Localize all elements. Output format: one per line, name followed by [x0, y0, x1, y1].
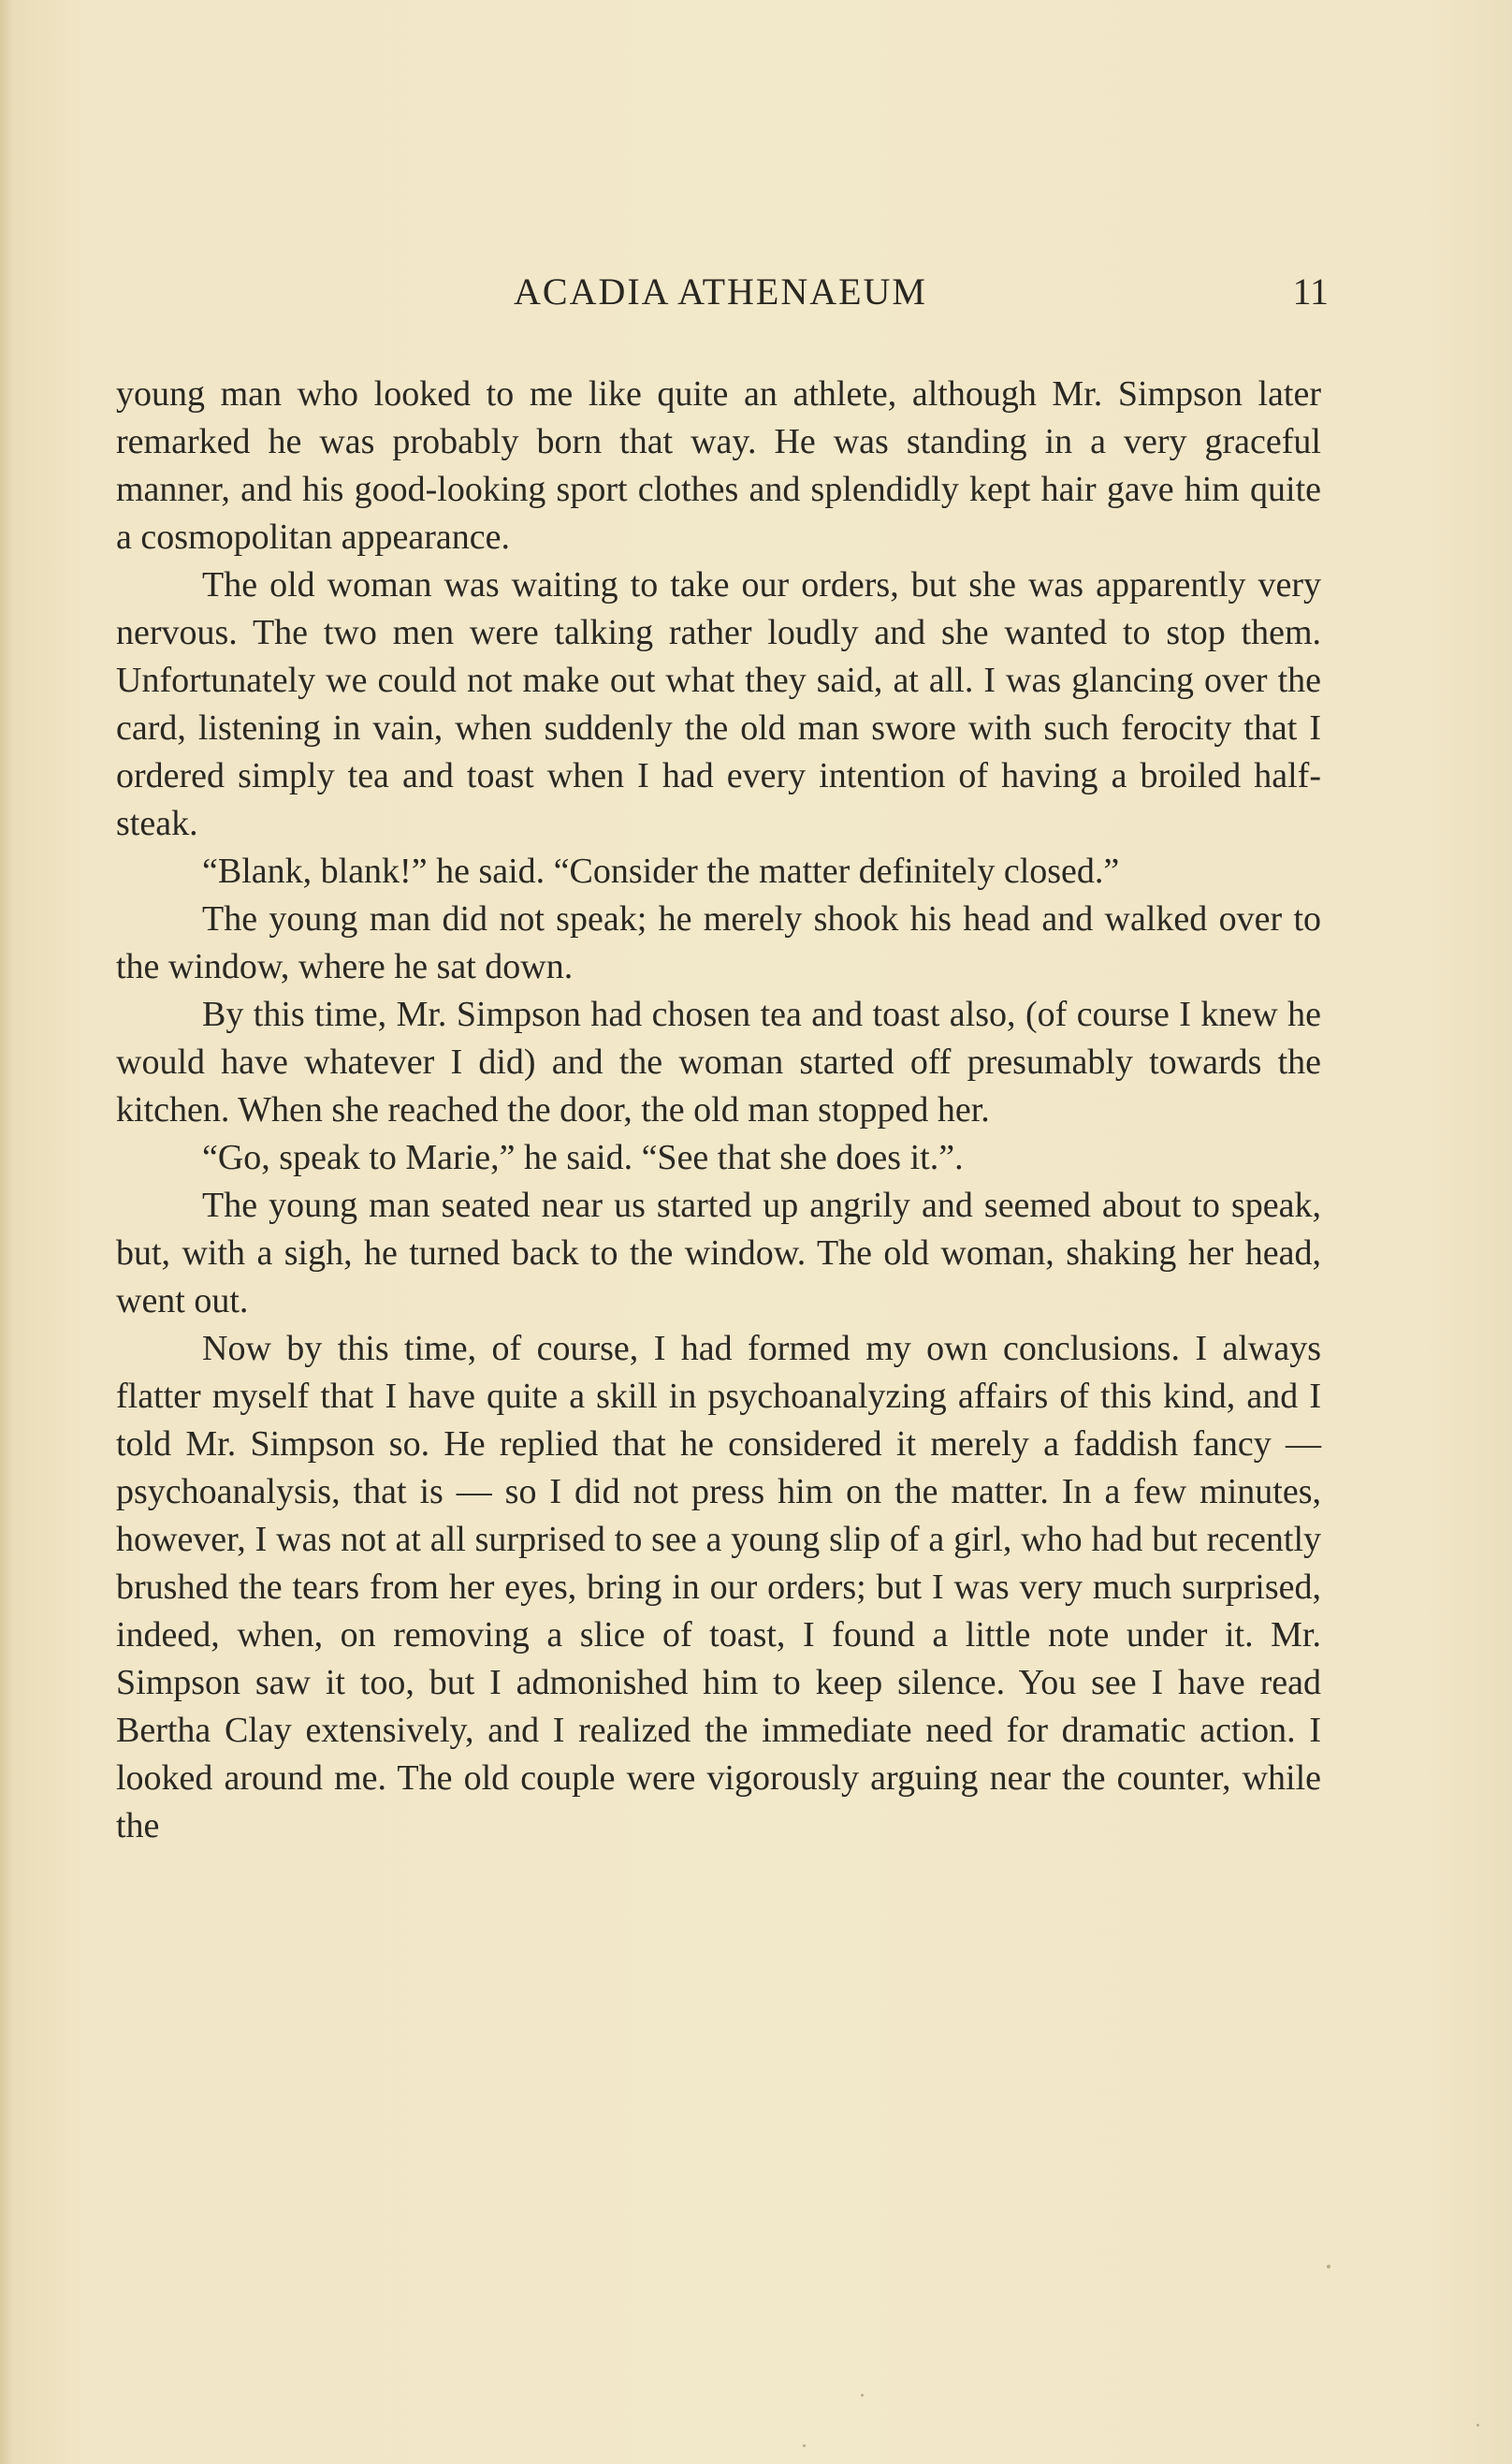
page-edge-shadow [0, 0, 13, 2464]
paper-speck [861, 2394, 864, 2397]
paragraph: By this time, Mr. Simpson had chosen tea and toast also, (of course I knew he would have whatever I did) and the woman started off presumably towards the kitchen. When she reached the door, the old man stopped her. [116, 995, 1321, 1130]
paragraph: The young man seated near us started up angrily and seemed about to speak, but, with a sigh, he turned back to the window. The old woman, shaking her head, went out. [116, 1186, 1321, 1320]
paper-speck [1327, 2265, 1330, 2268]
paragraph: “Go, speak to Marie,” he said. “See that she does it.”. [202, 1138, 964, 1177]
paragraph: “Blank, blank!” he said. “Consider the matter definitely closed.” [202, 852, 1120, 891]
paragraph: young man who looked to me like quite an athlete, although Mr. Simpson later remarked he was probably born that way. He was standing in a very graceful manner, and his good-looking sport clothes and splendidly kept hair gave him quite a cosmopolitan appearance. [116, 374, 1321, 557]
running-header [112, 270, 1329, 335]
page-number: 11 [1292, 270, 1329, 313]
body-text [116, 371, 1321, 1850]
paper-speck [803, 2444, 806, 2447]
paragraph: The young man did not speak; he merely shook his head and walked over to the window, where he sat down. [116, 899, 1321, 986]
running-title: ACADIA ATHENAEUM [514, 270, 927, 313]
paper-speck [1476, 2424, 1479, 2427]
paragraph: The old woman was waiting to take our orders, but she was apparently very nervous. The two men were talking rather loudly and she wanted to stop them. Unfortunately we could not make out what they said, at all. I was glancing over the card, listening in vain, when suddenly the old man swore with such ferocity that I ordered simply tea and toast when I had every intention of having a broiled half-steak. [116, 565, 1321, 843]
paragraph: Now by this time, of course, I had formed my own conclusions. I always flatter myself that I have quite a skill in psychoanalyzing affairs of this kind, and I told Mr. Simpson so. He replied that he considered it merely a faddish fancy — psychoanalysis, that is — so I did not press him on the matter. In a few minutes, however, I was not at all surprised to see a young slip of a girl, who had but recently brushed the tears from her eyes, bring in our orders; but I was very much surprised, indeed, when, on removing a slice of toast, I found a little note under it. Mr. Simpson saw it too, but I admonished him to keep silence. You see I have read Bertha Clay extensively, and I realized the immediate need for dramatic action. I looked around me. The old couple were vigorously arguing near the counter, while the [116, 1329, 1321, 1845]
